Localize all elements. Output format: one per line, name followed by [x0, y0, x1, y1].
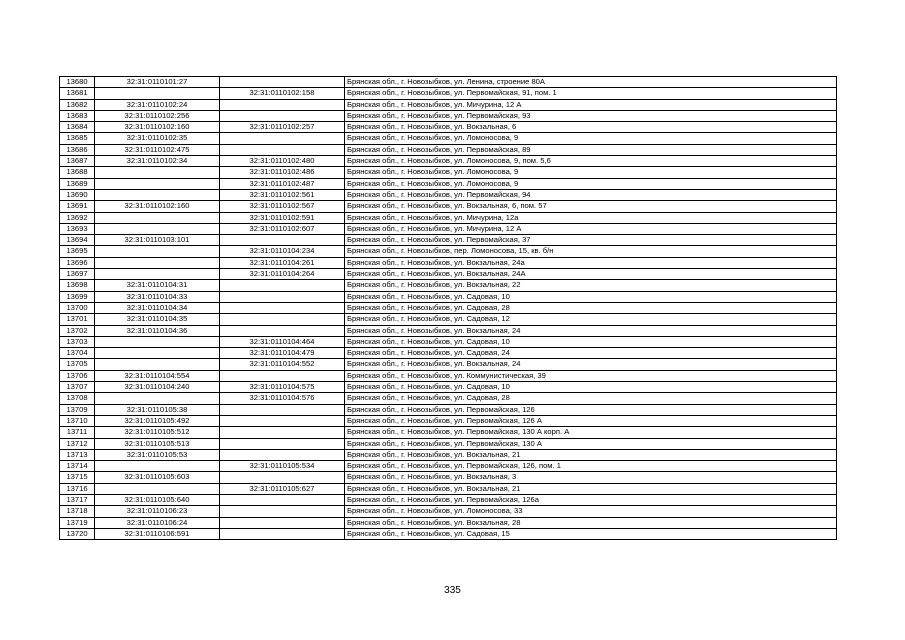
- address-cell: Брянская обл., г. Новозыбков, ул. Вокзальная, 24: [345, 359, 837, 370]
- row-number-cell: 13696: [60, 257, 95, 268]
- object-cadastral-number-cell: 32:31:0110102:567: [220, 201, 345, 212]
- address-cell: Брянская обл., г. Новозыбков, ул. Садовая, 28: [345, 393, 837, 404]
- table-row: [60, 269, 837, 280]
- object-cadastral-number-cell: 32:31:0110102:158: [220, 88, 345, 99]
- object-cadastral-number-cell: 32:31:0110104:576: [220, 393, 345, 404]
- table-row: [60, 178, 837, 189]
- row-number-cell: 13716: [60, 483, 95, 494]
- cadastral-number-cell: 32:31:0110106:24: [95, 517, 220, 528]
- object-cadastral-number-cell: [220, 99, 345, 110]
- row-number-cell: 13681: [60, 88, 95, 99]
- object-cadastral-number-cell: [220, 517, 345, 528]
- table-row: [60, 382, 837, 393]
- object-cadastral-number-cell: [220, 438, 345, 449]
- object-cadastral-number-cell: 32:31:0110102:607: [220, 223, 345, 234]
- row-number-cell: 13710: [60, 415, 95, 426]
- row-number-cell: 13688: [60, 167, 95, 178]
- row-number-cell: 13719: [60, 517, 95, 528]
- cadastral-number-cell: [95, 178, 220, 189]
- object-cadastral-number-cell: 32:31:0110104:464: [220, 336, 345, 347]
- table-row: [60, 88, 837, 99]
- address-cell: Брянская обл., г. Новозыбков, ул. Мичурина, 12 А: [345, 99, 837, 110]
- cadastral-number-cell: [95, 393, 220, 404]
- cadastral-number-cell: [95, 246, 220, 257]
- address-cell: Брянская обл., г. Новозыбков, ул. Ломоносова, 33: [345, 506, 837, 517]
- address-cell: Брянская обл., г. Новозыбков, ул. Вокзальная, 3: [345, 472, 837, 483]
- cadastral-number-cell: 32:31:0110102:256: [95, 110, 220, 121]
- row-number-cell: 13686: [60, 144, 95, 155]
- cadastral-number-cell: 32:31:0110106:591: [95, 528, 220, 539]
- object-cadastral-number-cell: [220, 291, 345, 302]
- table-row: [60, 472, 837, 483]
- object-cadastral-number-cell: 32:31:0110104:575: [220, 382, 345, 393]
- address-cell: Брянская обл., г. Новозыбков, ул. Первомайская, 94: [345, 189, 837, 200]
- row-number-cell: 13706: [60, 370, 95, 381]
- row-number-cell: 13713: [60, 449, 95, 460]
- cadastral-number-cell: 32:31:0110102:35: [95, 133, 220, 144]
- table-row: [60, 291, 837, 302]
- cadastral-number-cell: [95, 359, 220, 370]
- cadastral-number-cell: [95, 483, 220, 494]
- row-number-cell: 13689: [60, 178, 95, 189]
- address-cell: Брянская обл., г. Новозыбков, ул. Мичурина, 12а: [345, 212, 837, 223]
- cadastral-number-cell: [95, 269, 220, 280]
- cadastral-number-cell: 32:31:0110104:240: [95, 382, 220, 393]
- address-cell: Брянская обл., г. Новозыбков, пер. Ломоносова, 15, кв. б/н: [345, 246, 837, 257]
- cadastral-number-cell: 32:31:0110105:603: [95, 472, 220, 483]
- cadastral-number-cell: 32:31:0110105:512: [95, 427, 220, 438]
- address-cell: Брянская обл., г. Новозыбков, ул. Ломоносова, 9: [345, 178, 837, 189]
- address-cell: Брянская обл., г. Новозыбков, ул. Вокзальная, 28: [345, 517, 837, 528]
- object-cadastral-number-cell: 32:31:0110104:552: [220, 359, 345, 370]
- table-row: [60, 336, 837, 347]
- row-number-cell: 13690: [60, 189, 95, 200]
- address-cell: Брянская обл., г. Новозыбков, ул. Ломоносова, 9: [345, 167, 837, 178]
- row-number-cell: 13698: [60, 280, 95, 291]
- row-number-cell: 13701: [60, 314, 95, 325]
- table-row: [60, 506, 837, 517]
- object-cadastral-number-cell: [220, 427, 345, 438]
- table-row: [60, 438, 837, 449]
- row-number-cell: 13694: [60, 235, 95, 246]
- row-number-cell: 13691: [60, 201, 95, 212]
- table-row: [60, 77, 837, 88]
- address-cell: Брянская обл., г. Новозыбков, ул. Коммунистическая, 39: [345, 370, 837, 381]
- row-number-cell: 13683: [60, 110, 95, 121]
- row-number-cell: 13702: [60, 325, 95, 336]
- address-cell: Брянская обл., г. Новозыбков, ул. Вокзальная, 24а: [345, 257, 837, 268]
- address-cell: Брянская обл., г. Новозыбков, ул. Первомайская, 93: [345, 110, 837, 121]
- object-cadastral-number-cell: 32:31:0110104:261: [220, 257, 345, 268]
- address-cell: Брянская обл., г. Новозыбков, ул. Первомайская, 130 А корп. А: [345, 427, 837, 438]
- table-row: [60, 449, 837, 460]
- row-number-cell: 13711: [60, 427, 95, 438]
- row-number-cell: 13704: [60, 348, 95, 359]
- cadastral-number-cell: [95, 348, 220, 359]
- object-cadastral-number-cell: 32:31:0110102:486: [220, 167, 345, 178]
- object-cadastral-number-cell: [220, 314, 345, 325]
- address-cell: Брянская обл., г. Новозыбков, ул. Садовая, 10: [345, 336, 837, 347]
- object-cadastral-number-cell: [220, 506, 345, 517]
- row-number-cell: 13717: [60, 494, 95, 505]
- object-cadastral-number-cell: [220, 494, 345, 505]
- address-cell: Брянская обл., г. Новозыбков, ул. Первомайская, 37: [345, 235, 837, 246]
- row-number-cell: 13712: [60, 438, 95, 449]
- cadastral-number-cell: [95, 257, 220, 268]
- row-number-cell: 13703: [60, 336, 95, 347]
- cadastral-number-cell: 32:31:0110102:160: [95, 201, 220, 212]
- object-cadastral-number-cell: 32:31:0110104:479: [220, 348, 345, 359]
- table-row: [60, 144, 837, 155]
- table-row: [60, 223, 837, 234]
- cadastral-number-cell: 32:31:0110102:160: [95, 122, 220, 133]
- row-number-cell: 13682: [60, 99, 95, 110]
- address-cell: Брянская обл., г. Новозыбков, ул. Первомайская, 126: [345, 404, 837, 415]
- table-row: [60, 348, 837, 359]
- cadastral-number-cell: [95, 189, 220, 200]
- row-number-cell: 13718: [60, 506, 95, 517]
- table-row: [60, 110, 837, 121]
- table-row: [60, 122, 837, 133]
- cadastral-number-cell: 32:31:0110105:38: [95, 404, 220, 415]
- registry-table-body: [60, 77, 837, 540]
- address-cell: Брянская обл., г. Новозыбков, ул. Садовая, 10: [345, 382, 837, 393]
- object-cadastral-number-cell: 32:31:0110104:264: [220, 269, 345, 280]
- address-cell: Брянская обл., г. Новозыбков, ул. Ленина, строение 80А: [345, 77, 837, 88]
- object-cadastral-number-cell: 32:31:0110102:487: [220, 178, 345, 189]
- table-row: [60, 189, 837, 200]
- row-number-cell: 13715: [60, 472, 95, 483]
- object-cadastral-number-cell: 32:31:0110105:627: [220, 483, 345, 494]
- table-row: [60, 280, 837, 291]
- table-row: [60, 167, 837, 178]
- object-cadastral-number-cell: 32:31:0110102:561: [220, 189, 345, 200]
- table-row: [60, 461, 837, 472]
- table-row: [60, 201, 837, 212]
- address-cell: Брянская обл., г. Новозыбков, ул. Садовая, 12: [345, 314, 837, 325]
- table-row: [60, 517, 837, 528]
- table-row: [60, 314, 837, 325]
- row-number-cell: 13707: [60, 382, 95, 393]
- cadastral-number-cell: 32:31:0110104:33: [95, 291, 220, 302]
- row-number-cell: 13708: [60, 393, 95, 404]
- cadastral-number-cell: 32:31:0110105:640: [95, 494, 220, 505]
- page-number: 335: [444, 585, 461, 596]
- object-cadastral-number-cell: [220, 133, 345, 144]
- address-cell: Брянская обл., г. Новозыбков, ул. Садовая, 28: [345, 302, 837, 313]
- object-cadastral-number-cell: [220, 528, 345, 539]
- table-row: [60, 99, 837, 110]
- address-cell: Брянская обл., г. Новозыбков, ул. Первомайская, 126 А: [345, 415, 837, 426]
- object-cadastral-number-cell: [220, 280, 345, 291]
- table-row: [60, 427, 837, 438]
- row-number-cell: 13720: [60, 528, 95, 539]
- row-number-cell: 13699: [60, 291, 95, 302]
- address-cell: Брянская обл., г. Новозыбков, ул. Ломоносова, 9, пом. 5,6: [345, 156, 837, 167]
- row-number-cell: 13695: [60, 246, 95, 257]
- cadastral-number-cell: 32:31:0110105:492: [95, 415, 220, 426]
- registry-table: [59, 76, 837, 540]
- address-cell: Брянская обл., г. Новозыбков, ул. Вокзальная, 6, пом. 57: [345, 201, 837, 212]
- address-cell: Брянская обл., г. Новозыбков, ул. Вокзальная, 22: [345, 280, 837, 291]
- row-number-cell: 13687: [60, 156, 95, 167]
- table-row: [60, 325, 837, 336]
- cadastral-number-cell: 32:31:0110102:475: [95, 144, 220, 155]
- object-cadastral-number-cell: [220, 235, 345, 246]
- cadastral-number-cell: 32:31:0110101:27: [95, 77, 220, 88]
- table-row: [60, 133, 837, 144]
- cadastral-number-cell: 32:31:0110104:36: [95, 325, 220, 336]
- address-cell: Брянская обл., г. Новозыбков, ул. Вокзальная, 24А: [345, 269, 837, 280]
- cadastral-number-cell: [95, 212, 220, 223]
- cadastral-number-cell: 32:31:0110106:23: [95, 506, 220, 517]
- cadastral-number-cell: 32:31:0110102:34: [95, 156, 220, 167]
- object-cadastral-number-cell: 32:31:0110105:534: [220, 461, 345, 472]
- object-cadastral-number-cell: 32:31:0110102:591: [220, 212, 345, 223]
- table-row: [60, 246, 837, 257]
- table-row: [60, 528, 837, 539]
- object-cadastral-number-cell: [220, 415, 345, 426]
- table-row: [60, 235, 837, 246]
- table-row: [60, 415, 837, 426]
- cadastral-number-cell: [95, 167, 220, 178]
- row-number-cell: 13692: [60, 212, 95, 223]
- object-cadastral-number-cell: [220, 370, 345, 381]
- cadastral-number-cell: 32:31:0110104:34: [95, 302, 220, 313]
- cadastral-number-cell: 32:31:0110104:35: [95, 314, 220, 325]
- table-row: [60, 483, 837, 494]
- object-cadastral-number-cell: [220, 144, 345, 155]
- address-cell: Брянская обл., г. Новозыбков, ул. Ломоносова, 9: [345, 133, 837, 144]
- object-cadastral-number-cell: 32:31:0110102:257: [220, 122, 345, 133]
- object-cadastral-number-cell: 32:31:0110104:234: [220, 246, 345, 257]
- address-cell: Брянская обл., г. Новозыбков, ул. Первомайская, 91, пом. 1: [345, 88, 837, 99]
- object-cadastral-number-cell: [220, 110, 345, 121]
- object-cadastral-number-cell: 32:31:0110102:480: [220, 156, 345, 167]
- address-cell: Брянская обл., г. Новозыбков, ул. Первомайская, 130 А: [345, 438, 837, 449]
- row-number-cell: 13693: [60, 223, 95, 234]
- row-number-cell: 13705: [60, 359, 95, 370]
- table-row: [60, 212, 837, 223]
- address-cell: Брянская обл., г. Новозыбков, ул. Садовая, 24: [345, 348, 837, 359]
- cadastral-number-cell: 32:31:0110105:53: [95, 449, 220, 460]
- cadastral-number-cell: [95, 336, 220, 347]
- object-cadastral-number-cell: [220, 472, 345, 483]
- address-cell: Брянская обл., г. Новозыбков, ул. Вокзальная, 6: [345, 122, 837, 133]
- cadastral-number-cell: 32:31:0110104:31: [95, 280, 220, 291]
- table-row: [60, 404, 837, 415]
- address-cell: Брянская обл., г. Новозыбков, ул. Первомайская, 126, пом. 1: [345, 461, 837, 472]
- object-cadastral-number-cell: [220, 77, 345, 88]
- object-cadastral-number-cell: [220, 449, 345, 460]
- table-row: [60, 257, 837, 268]
- cadastral-number-cell: [95, 461, 220, 472]
- table-row: [60, 393, 837, 404]
- table-row: [60, 359, 837, 370]
- object-cadastral-number-cell: [220, 404, 345, 415]
- address-cell: Брянская обл., г. Новозыбков, ул. Садовая, 10: [345, 291, 837, 302]
- address-cell: Брянская обл., г. Новозыбков, ул. Мичурина, 12 А: [345, 223, 837, 234]
- table-row: [60, 302, 837, 313]
- address-cell: Брянская обл., г. Новозыбков, ул. Первомайская, 126а: [345, 494, 837, 505]
- cadastral-number-cell: [95, 223, 220, 234]
- table-row: [60, 370, 837, 381]
- cadastral-number-cell: [95, 88, 220, 99]
- row-number-cell: 13684: [60, 122, 95, 133]
- cadastral-number-cell: 32:31:0110103:101: [95, 235, 220, 246]
- object-cadastral-number-cell: [220, 302, 345, 313]
- address-cell: Брянская обл., г. Новозыбков, ул. Вокзальная, 21: [345, 483, 837, 494]
- cadastral-number-cell: 32:31:0110105:513: [95, 438, 220, 449]
- address-cell: Брянская обл., г. Новозыбков, ул. Вокзальная, 24: [345, 325, 837, 336]
- cadastral-number-cell: 32:31:0110102:24: [95, 99, 220, 110]
- row-number-cell: 13680: [60, 77, 95, 88]
- row-number-cell: 13714: [60, 461, 95, 472]
- address-cell: Брянская обл., г. Новозыбков, ул. Вокзальная, 21: [345, 449, 837, 460]
- address-cell: Брянская обл., г. Новозыбков, ул. Первомайская, 89: [345, 144, 837, 155]
- row-number-cell: 13685: [60, 133, 95, 144]
- object-cadastral-number-cell: [220, 325, 345, 336]
- row-number-cell: 13697: [60, 269, 95, 280]
- cadastral-number-cell: 32:31:0110104:554: [95, 370, 220, 381]
- row-number-cell: 13700: [60, 302, 95, 313]
- table-row: [60, 494, 837, 505]
- table-row: [60, 156, 837, 167]
- row-number-cell: 13709: [60, 404, 95, 415]
- address-cell: Брянская обл., г. Новозыбков, ул. Садовая, 15: [345, 528, 837, 539]
